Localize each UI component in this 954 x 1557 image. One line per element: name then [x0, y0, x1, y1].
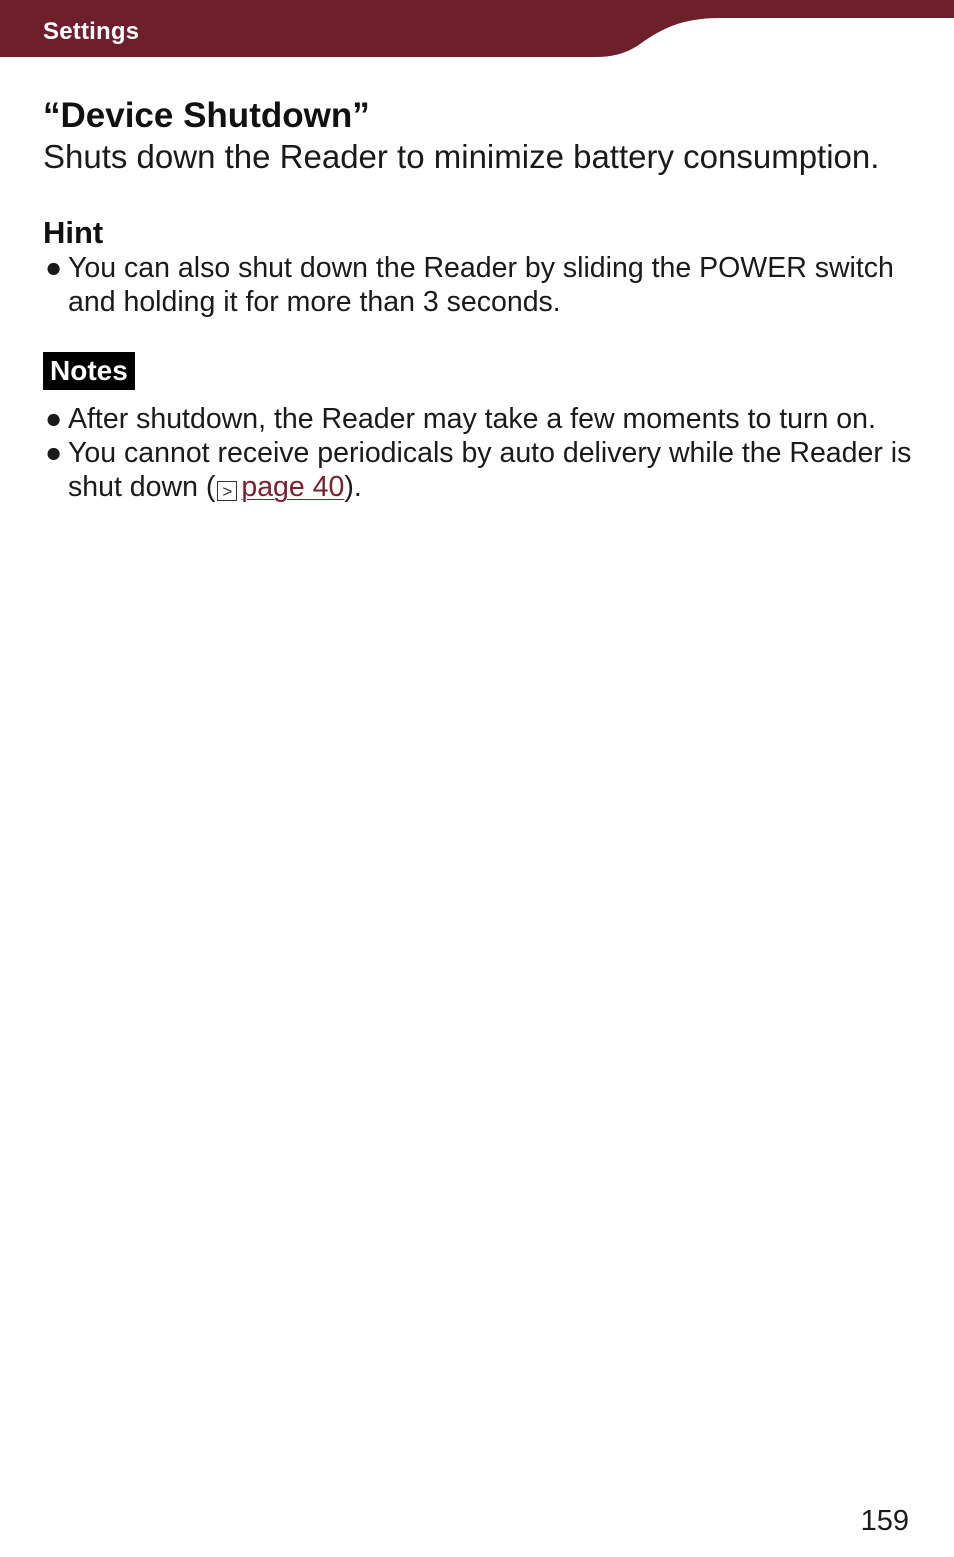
section-title: “Device Shutdown” [43, 96, 370, 135]
note-item-text-prefix: You cannot receive periodicals by auto delivery while the Reader is shut down ( [68, 437, 912, 503]
hint-heading: Hint [43, 215, 104, 250]
bullet-icon: ● [45, 403, 63, 435]
header-section-label: Settings [43, 18, 140, 45]
hint-item-text: You can also shut down the Reader by sliding the POWER switch and holding it for more than 3 seconds. [68, 252, 894, 318]
note-item [43, 436, 923, 504]
page-number: 159 [860, 1505, 909, 1537]
page-link[interactable]: page 40 [241, 471, 345, 503]
hint-list [43, 251, 923, 319]
main-content [43, 95, 923, 504]
note-item [43, 402, 923, 436]
bullet-icon: ● [45, 252, 63, 284]
reference-arrow-icon: > [217, 481, 237, 501]
notes-list [43, 402, 923, 504]
header-bar [0, 0, 954, 58]
note-item-text-suffix: ). [344, 471, 362, 503]
bullet-icon: ● [45, 437, 63, 469]
note-item-text: After shutdown, the Reader may take a few moments to turn on. [68, 403, 876, 435]
header-bar-shape [0, 0, 954, 58]
section-description: Shuts down the Reader to minimize battery consumption. [43, 138, 880, 175]
notes-badge: Notes [43, 352, 135, 390]
hint-item [43, 251, 923, 319]
